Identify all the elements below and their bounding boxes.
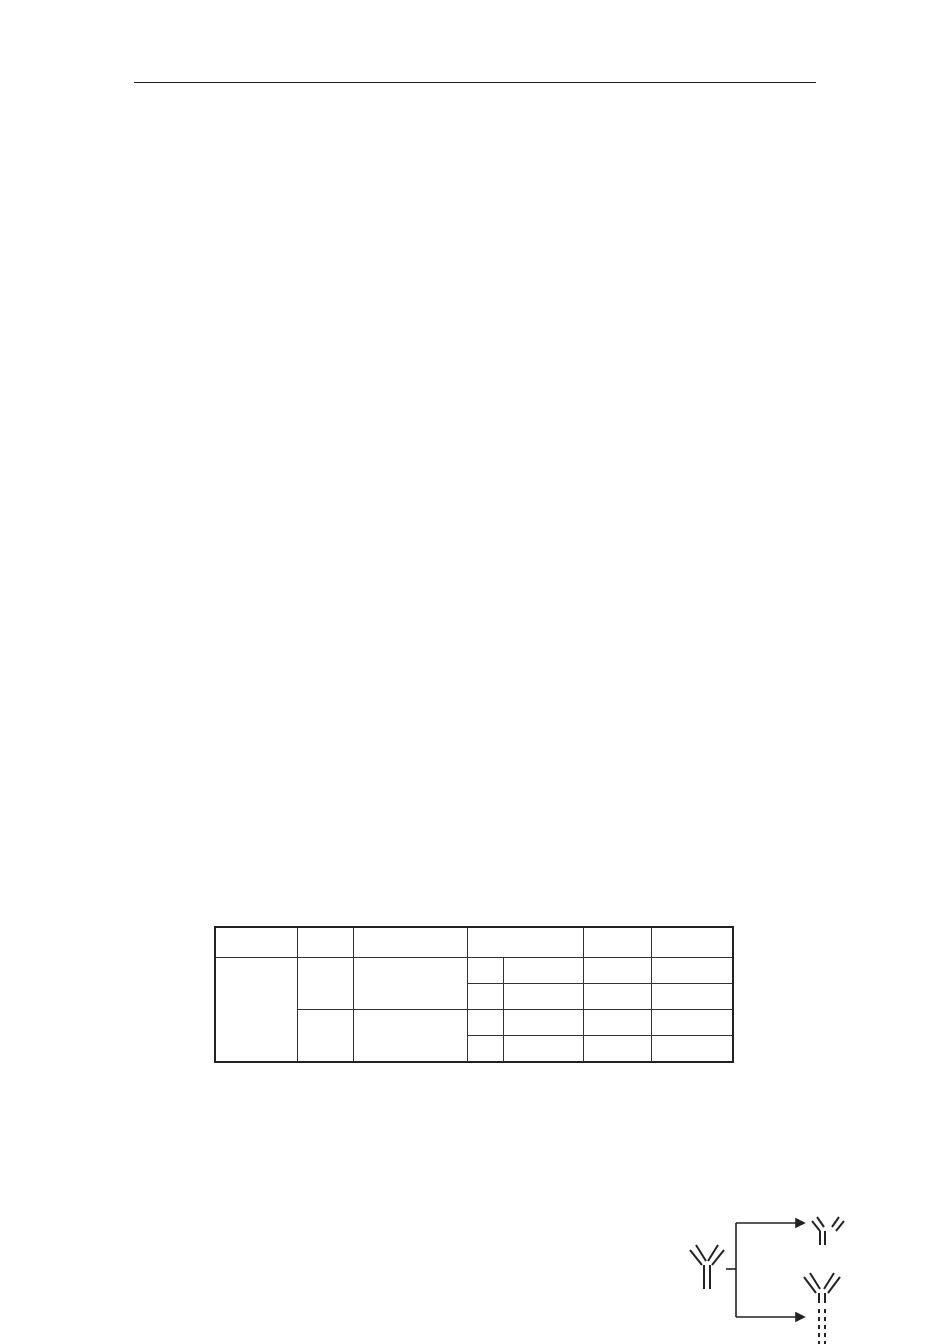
header-treatment xyxy=(353,927,467,957)
medium-cell xyxy=(583,1009,651,1035)
f-ab2-fragment-icon xyxy=(804,1273,840,1344)
sucrose-bar-chart xyxy=(712,538,950,740)
vol-cell xyxy=(503,983,583,1009)
header-material xyxy=(215,927,297,957)
experiment-table xyxy=(214,926,734,1063)
soybean-chart xyxy=(655,235,950,445)
mulberry-chart xyxy=(180,343,480,548)
antibody-icon xyxy=(690,1245,724,1289)
header-oxygen xyxy=(651,927,733,957)
medium-cell xyxy=(583,983,651,1009)
medium-cell xyxy=(583,957,651,983)
arrow-connector xyxy=(726,1219,804,1321)
oxygen-cell xyxy=(651,1035,733,1062)
vol-cell xyxy=(503,1009,583,1035)
oxygen-cell xyxy=(651,957,733,983)
header-sample xyxy=(297,927,353,957)
cell-material xyxy=(215,957,297,1062)
header-group xyxy=(467,927,583,957)
group-cell xyxy=(467,983,503,1009)
vol-cell xyxy=(503,957,583,983)
cell-sample-2 xyxy=(297,1009,353,1062)
fab-fragment-icon xyxy=(812,1217,844,1245)
header-medium xyxy=(583,927,651,957)
group-cell xyxy=(467,1035,503,1062)
cell-treatment-2 xyxy=(353,1009,467,1062)
vol-cell xyxy=(503,1035,583,1062)
antibody-enzyme-diagram xyxy=(680,1205,860,1344)
medium-cell xyxy=(583,1035,651,1062)
cell-sample-1 xyxy=(297,957,353,1009)
group-cell xyxy=(467,957,503,983)
header-rule xyxy=(134,82,816,83)
group-cell xyxy=(467,1009,503,1035)
oxygen-cell xyxy=(651,983,733,1009)
cell-treatment-1 xyxy=(353,957,467,1009)
oxygen-cell xyxy=(651,1009,733,1035)
